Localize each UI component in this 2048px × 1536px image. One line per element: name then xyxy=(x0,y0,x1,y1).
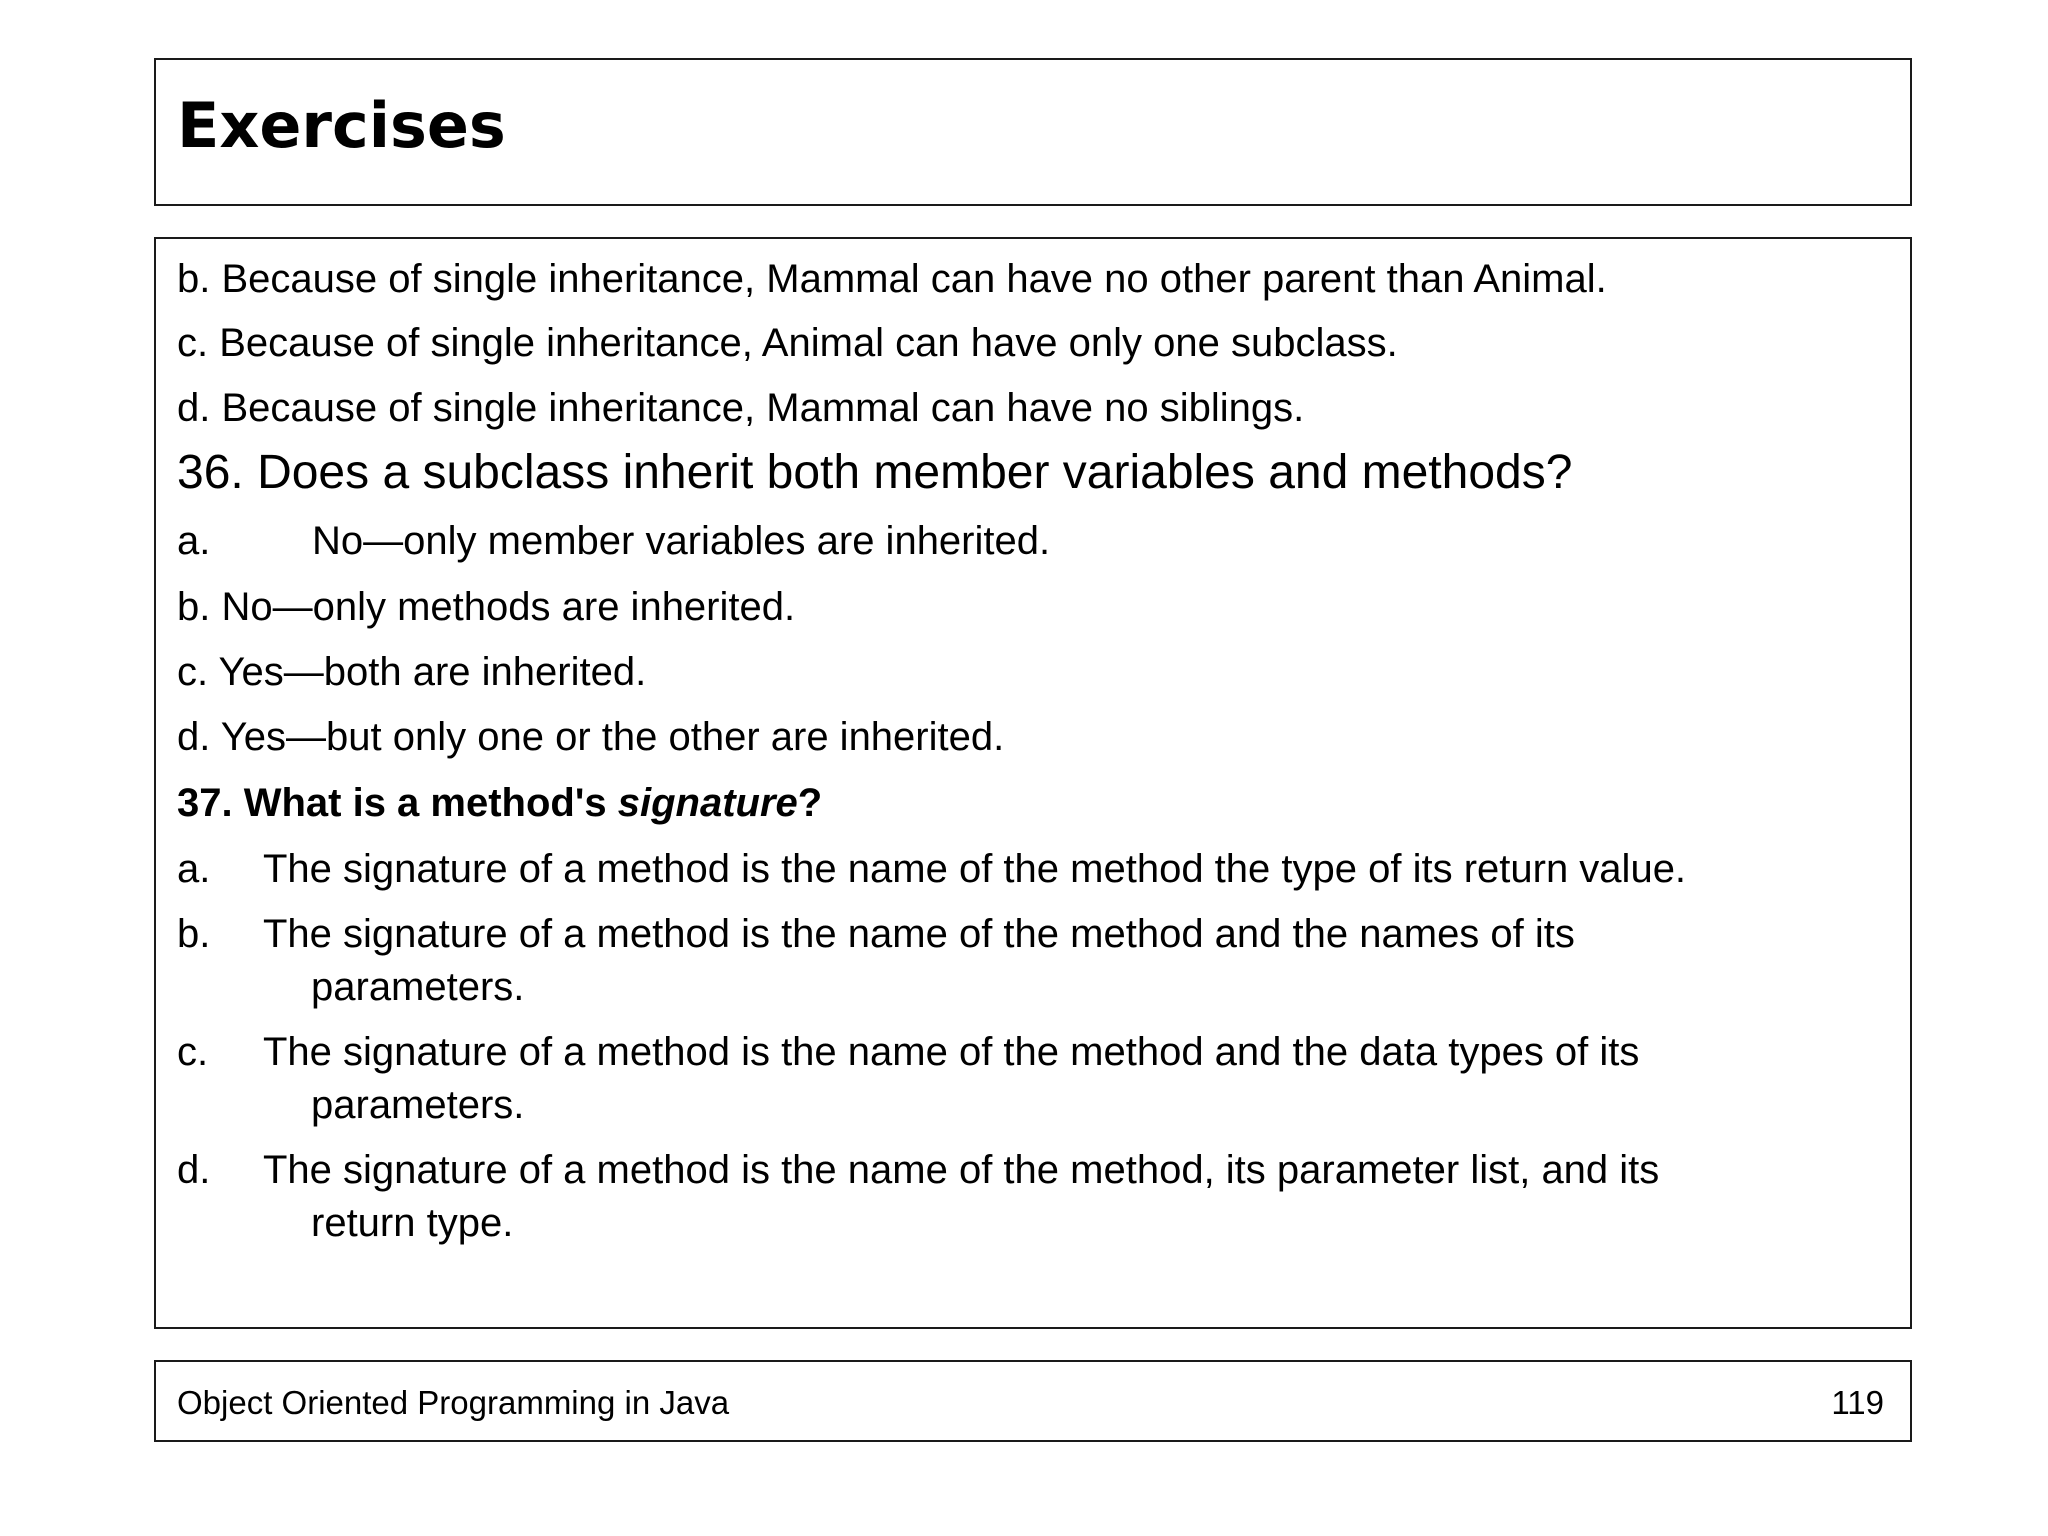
q37-option-a-label: a. xyxy=(177,847,211,891)
q37-question xyxy=(177,777,822,829)
q37-option-b-label: b. xyxy=(177,912,211,956)
q36-option-a-label: a. xyxy=(177,519,211,563)
q35-option-b: b. Because of single inheritance, Mammal can have no other parent than Animal. xyxy=(177,257,1607,301)
q35-option-d: d. Because of single inheritance, Mammal can have no siblings. xyxy=(177,386,1305,430)
q36-option-a-text: No—only member variables are inherited. xyxy=(312,519,1051,563)
q36-option-d: d. Yes—but only one or the other are inherited. xyxy=(177,715,1005,759)
q37-option-c-text: The signature of a method is the name of the method and the data types of its xyxy=(263,1030,1640,1074)
q37-option-b xyxy=(177,908,1575,960)
title-box xyxy=(154,58,1912,206)
page-number: 119 xyxy=(1831,1384,1884,1421)
q37-option-b-text: The signature of a method is the name of the method and the names of its xyxy=(263,912,1575,956)
q37-option-c xyxy=(177,1026,1639,1078)
q36-option-c: c. Yes—both are inherited. xyxy=(177,650,647,694)
q37-question-italic: signature xyxy=(617,781,798,825)
q37-option-d-text: The signature of a method is the name of the method, its parameter list, and its xyxy=(263,1148,1660,1192)
q36-question: 36. Does a subclass inherit both member variables and methods? xyxy=(177,446,1573,499)
q37-option-d-label: d. xyxy=(177,1148,211,1192)
q36-option-b: b. No—only methods are inherited. xyxy=(177,585,796,629)
q37-option-c-continuation: parameters. xyxy=(311,1083,525,1127)
q35-option-c: c. Because of single inheritance, Animal can have only one subclass. xyxy=(177,321,1398,365)
q37-option-b-continuation: parameters. xyxy=(311,965,525,1009)
q37-option-a xyxy=(177,843,1686,895)
slide-title: Exercises xyxy=(177,89,506,162)
footer-box xyxy=(154,1360,1912,1442)
footer-course-title: Object Oriented Programming in Java xyxy=(177,1384,730,1421)
q37-option-d-continuation: return type. xyxy=(311,1201,514,1245)
q36-option-a xyxy=(177,515,1050,567)
q37-question-suffix: ? xyxy=(797,781,823,825)
q37-option-c-label: c. xyxy=(177,1030,209,1074)
q37-option-d xyxy=(177,1144,1659,1196)
content-box xyxy=(154,237,1912,1329)
q37-option-a-text: The signature of a method is the name of the method the type of its return value. xyxy=(263,847,1687,891)
q37-question-prefix: 37. What is a method's xyxy=(177,781,618,825)
